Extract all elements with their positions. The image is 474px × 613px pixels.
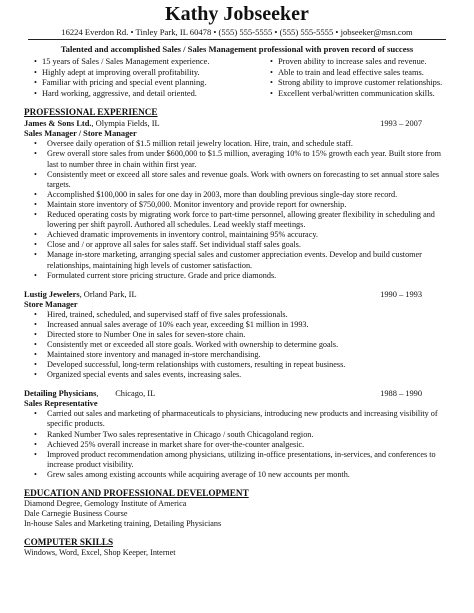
job-title: Store Manager xyxy=(24,299,78,309)
job-bullet: • Grew sales among existing accounts while acquiring average of 10 new accounts per month. xyxy=(34,470,450,480)
job-dates: 1988 – 1990 xyxy=(380,389,422,399)
skills-line: Windows, Word, Excel, Shop Keeper, Internet xyxy=(24,548,176,557)
job-bullet: • Maintained store inventory and managed in-store merchandising. xyxy=(34,350,450,360)
job-bullet: • Ranked Number Two sales representative in Chicago / south Chicagoland region. xyxy=(34,430,450,440)
tagline: Talented and accomplished Sales / Sales Management professional with proven record of success xyxy=(60,44,414,54)
job-bullet: • Carried out sales and marketing of pharmaceuticals to physicians, introducing new products and increasing visibility of specific products. xyxy=(34,409,450,429)
job-bullet: • Grew overall store sales from under $600,000 to $1.5 million, averaging 10% to 15% growth each year. Built store from last to number three in chain within first year. xyxy=(34,149,450,169)
job-bullet: • Oversee daily operation of $1.5 million retail jewelry location. Hire, train, and schedule staff. xyxy=(34,139,450,149)
company-location: , Orland Park, IL xyxy=(79,289,137,299)
company-location: , Chicago, IL xyxy=(96,389,156,399)
job-bullet: • Improved product recommendation among physicians, utilizing in-office presentations, in-services, and conferences to increase product visibility. xyxy=(34,450,450,470)
job-entry xyxy=(24,389,450,480)
job-bullets xyxy=(24,139,450,280)
education-item: Dale Carnegie Business Course xyxy=(24,509,128,518)
job-bullet: • Accomplished $100,000 in sales for one day in 2003, more than doubling previous single-day store record. xyxy=(34,190,450,200)
job-header xyxy=(24,389,450,399)
summary-item: • Proven ability to increase sales and revenue. xyxy=(270,57,442,68)
job-bullet: • Hired, trained, scheduled, and supervised staff of five sales professionals. xyxy=(34,310,450,320)
section-title-education: EDUCATION AND PROFESSIONAL DEVELOPMENT xyxy=(24,488,249,498)
job-header xyxy=(24,290,450,300)
job-entry xyxy=(24,290,450,381)
job-bullet: • Directed store to Number One in sales for seven-store chain. xyxy=(34,330,450,340)
job-bullet: • Close and / or approve all sales for sales staff. Set individual staff sales goals. xyxy=(34,240,450,250)
summary-item: • Familiar with pricing and special event planning. xyxy=(34,78,270,89)
education-item: Diamond Degree, Gemology Institute of America xyxy=(24,499,187,508)
summary xyxy=(24,57,450,99)
summary-item: • Strong ability to improve customer relationships. xyxy=(270,78,442,89)
education-item: In-house Sales and Marketing training, Detailing Physicians xyxy=(24,519,222,528)
company-name: Detailing Physicians xyxy=(24,389,97,399)
job-bullet: • Consistently met or exceeded all store goals. Worked with ownership to determine goals. xyxy=(34,340,450,350)
candidate-name: Kathy Jobseeker xyxy=(165,3,309,25)
job-bullet: • Reduced operating costs by migrating work force to part-time personnel, allowing greater flexibility in scheduling and lowering per shift payroll. Authored all schedules. Lead weekly staff meetings. xyxy=(34,210,450,230)
summary-left xyxy=(34,57,270,99)
company-name: James & Sons Ltd. xyxy=(24,119,92,129)
company-name: Lustig Jewelers xyxy=(24,289,80,299)
section-title-skills: COMPUTER SKILLS xyxy=(24,537,114,547)
contact-line: 16224 Everdon Rd. • Tinley Park, IL 60478 • (555) 555-5555 • (555) 555-5555 • jobseeker@msn.com xyxy=(61,27,413,37)
summary-right xyxy=(270,57,442,99)
job-bullet: • Increased annual sales average of 10% each year, exceeding $1 million in 1993. xyxy=(34,320,450,330)
job-entry xyxy=(24,119,450,280)
company-location: , Olympia Fields, IL xyxy=(91,119,160,129)
job-title: Sales Manager / Store Manager xyxy=(24,129,137,139)
summary-item: • 15 years of Sales / Sales Management experience. xyxy=(34,57,270,68)
job-bullet: • Developed successful, long-term relationships with customers, resulting in repeat business. xyxy=(34,360,450,370)
summary-item: • Hard working, aggressive, and detail oriented. xyxy=(34,89,270,100)
job-bullet: • Manage in-store marketing, arranging special sales and customer appreciation events. Develop and build customer relationships, maintaining high levels of customer satisfaction. xyxy=(34,250,450,270)
job-header xyxy=(24,119,450,129)
job-bullets xyxy=(24,409,450,480)
job-bullet: • Organized special events and sales events, increasing sales. xyxy=(34,370,450,380)
job-bullet: • Formulated current store pricing structure. Grade and price diamonds. xyxy=(34,271,450,281)
job-bullet: • Achieved 25% overall increase in market share for over-the-counter analgesic. xyxy=(34,440,450,450)
job-dates: 1993 – 2007 xyxy=(380,119,422,129)
job-bullet: • Maintain store inventory of $750,000. Monitor inventory and provide report for ownership. xyxy=(34,200,450,210)
header-divider xyxy=(28,39,446,40)
summary-item: • Excellent verbal/written communication skills. xyxy=(270,89,442,100)
job-bullet: • Consistently meet or exceed all store sales and revenue goals. Work with owners on forecasting to set annual store sales targets. xyxy=(34,170,450,190)
job-title: Sales Representative xyxy=(24,399,98,409)
section-title-experience: PROFESSIONAL EXPERIENCE xyxy=(24,107,158,118)
summary-item: • Highly adept at improving overall profitability. xyxy=(34,68,270,79)
job-bullets xyxy=(24,310,450,381)
job-dates: 1990 – 1993 xyxy=(380,289,422,299)
summary-item: • Able to train and lead effective sales teams. xyxy=(270,68,442,79)
job-bullet: • Achieved dramatic improvements in inventory control, maintaining 95% accuracy. xyxy=(34,230,450,240)
